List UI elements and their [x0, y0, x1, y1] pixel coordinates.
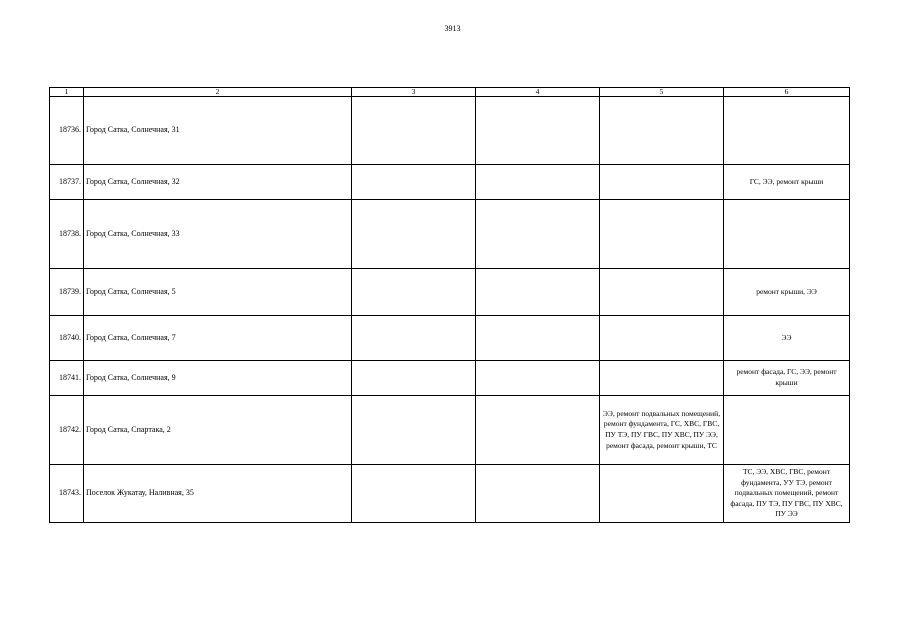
row-cell-4 [476, 200, 600, 269]
table-row [50, 396, 850, 465]
row-cell-3 [352, 396, 476, 465]
row-cell-5 [600, 97, 724, 165]
row-cell-3 [352, 200, 476, 269]
row-address: Поселок Жукатау, Наливная, 35 [84, 465, 352, 523]
row-cell-4 [476, 165, 600, 200]
row-address: Город Сатка, Солнечная, 33 [84, 200, 352, 269]
row-address: Город Сатка, Солнечная, 9 [84, 361, 352, 396]
row-cell-3 [352, 97, 476, 165]
table-row [50, 361, 850, 396]
table-row [50, 465, 850, 523]
row-number: 18743. [50, 465, 84, 523]
row-cell-6: ремонт крыши, ЭЭ [724, 269, 850, 316]
row-cell-4 [476, 97, 600, 165]
row-cell-3 [352, 165, 476, 200]
row-number: 18740. [50, 316, 84, 361]
column-header: 4 [476, 88, 600, 97]
row-address: Город Сатка, Солнечная, 31 [84, 97, 352, 165]
row-cell-4 [476, 269, 600, 316]
table-row [50, 269, 850, 316]
row-cell-5 [600, 269, 724, 316]
row-number: 18738. [50, 200, 84, 269]
page-number: 3913 [444, 24, 461, 33]
column-header: 2 [84, 88, 352, 97]
row-cell-6 [724, 97, 850, 165]
table-row [50, 97, 850, 165]
row-number: 18736. [50, 97, 84, 165]
row-address: Город Сатка, Солнечная, 7 [84, 316, 352, 361]
row-cell-6 [724, 200, 850, 269]
row-address: Город Сатка, Солнечная, 5 [84, 269, 352, 316]
row-cell-5: ЭЭ, ремонт подвальных помещений, ремонт фундамента, ГС, ХВС, ГВС, ПУ ТЭ, ПУ ГВС, ПУ ХВС, ПУ ЭЭ, ремонт фасада, ремонт крыши, ТС [600, 396, 724, 465]
row-cell-3 [352, 361, 476, 396]
row-cell-6: ТС, ЭЭ, ХВС, ГВС, ремонт фундамента, УУ ТЭ, ремонт подвальных помещений, ремонт фасада, ПУ ТЭ, ПУ ГВС, ПУ ХВС, ПУ ЭЭ [724, 465, 850, 523]
row-cell-6: ЭЭ [724, 316, 850, 361]
table-row [50, 165, 850, 200]
column-header: 1 [50, 88, 84, 97]
row-address: Город Сатка, Солнечная, 32 [84, 165, 352, 200]
row-cell-4 [476, 361, 600, 396]
row-cell-5 [600, 165, 724, 200]
row-cell-6: ГС, ЭЭ, ремонт крыши [724, 165, 850, 200]
table-row [50, 316, 850, 361]
row-cell-5 [600, 361, 724, 396]
row-cell-5 [600, 465, 724, 523]
row-cell-4 [476, 465, 600, 523]
row-cell-5 [600, 200, 724, 269]
header-row [50, 88, 850, 97]
row-number: 18739. [50, 269, 84, 316]
row-cell-5 [600, 316, 724, 361]
row-cell-4 [476, 396, 600, 465]
row-cell-3 [352, 316, 476, 361]
row-cell-4 [476, 316, 600, 361]
row-cell-3 [352, 269, 476, 316]
table-row [50, 200, 850, 269]
row-cell-6: ремонт фасада, ГС, ЭЭ, ремонт крыши [724, 361, 850, 396]
row-cell-6 [724, 396, 850, 465]
row-cell-3 [352, 465, 476, 523]
row-number: 18741. [50, 361, 84, 396]
row-number: 18742. [50, 396, 84, 465]
column-header: 3 [352, 88, 476, 97]
registry-table [49, 87, 850, 523]
row-address: Город Сатка, Спартака, 2 [84, 396, 352, 465]
column-header: 5 [600, 88, 724, 97]
row-number: 18737. [50, 165, 84, 200]
column-header: 6 [724, 88, 850, 97]
